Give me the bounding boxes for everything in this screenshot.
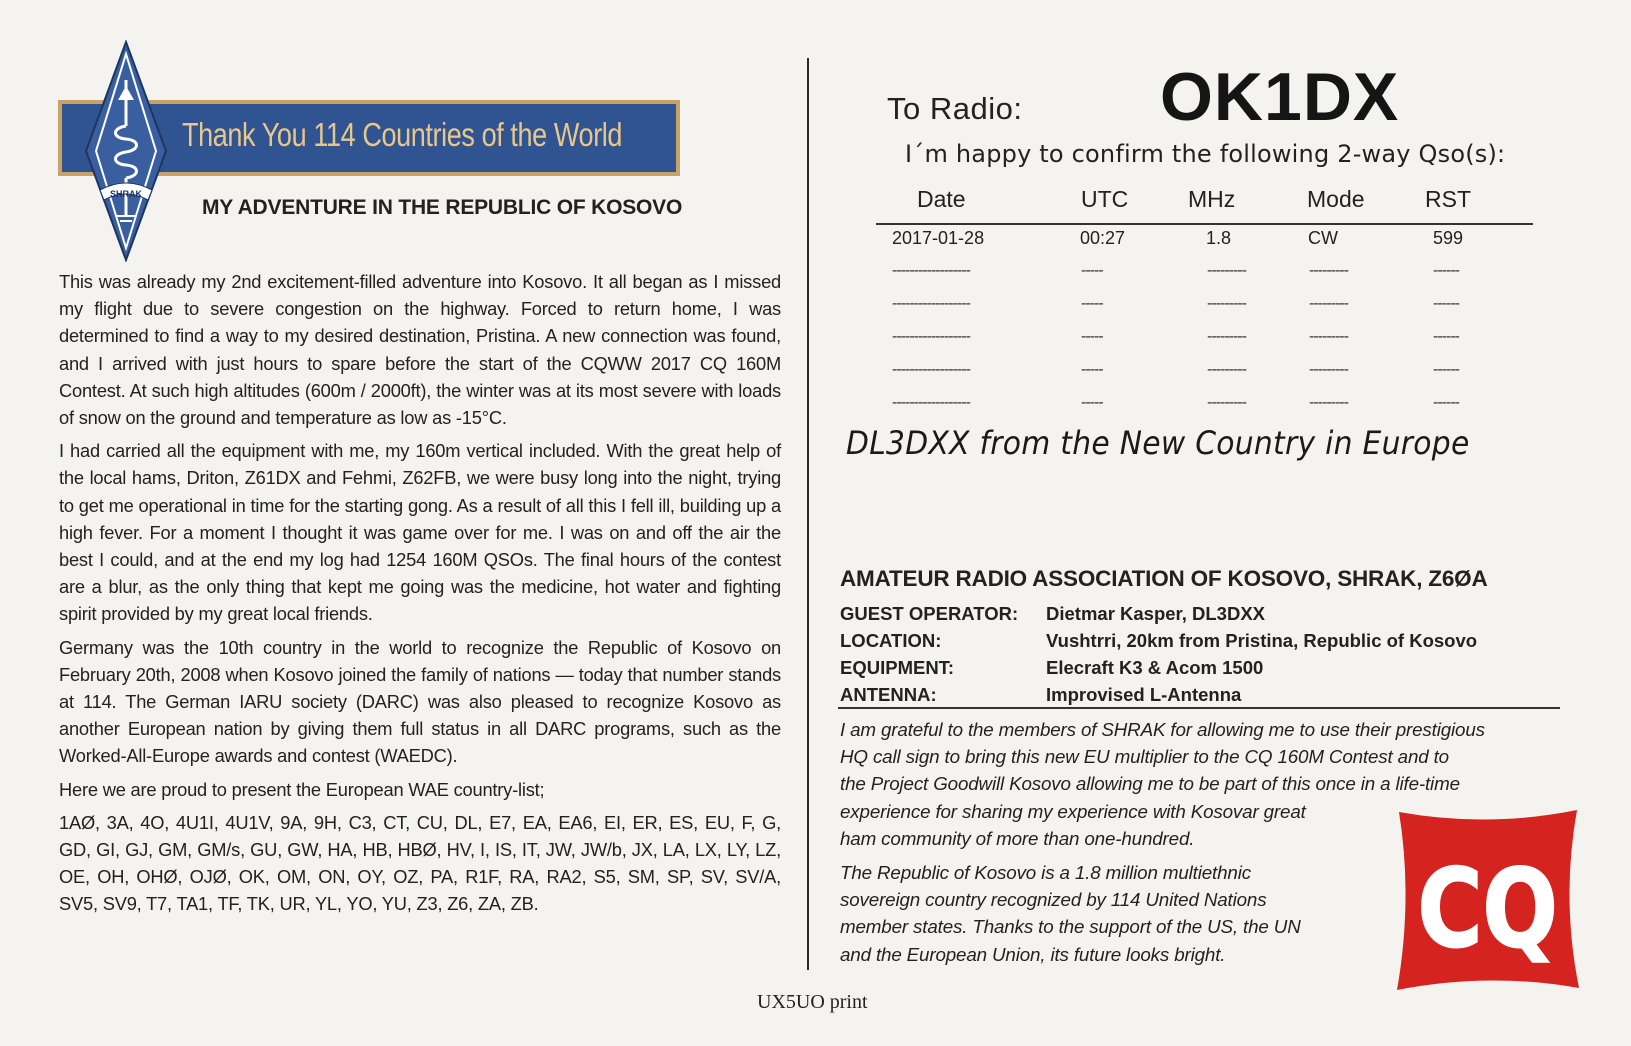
cq-logo-icon	[1395, 806, 1581, 992]
paragraph: Germany was the 10th country in the world to recognize the Republic of Kosovo on February 20th, 2008 when Kosovo joined the family of nations — today that number stands at 114. The German IARU society (DARC) was also pleased to recognize Kosovo as another European nation by giving them full status in all DARC programs, such as the Worked-All-Europe awards and contest (WAEDC).	[59, 636, 781, 767]
qso-header-utc: UTC	[1081, 186, 1129, 212]
center-divider	[807, 58, 809, 970]
qso-dash-placeholder: ------------------	[892, 262, 970, 279]
qso-dash-placeholder: -----	[1081, 295, 1103, 312]
qso-dash-placeholder: ---------	[1207, 328, 1246, 345]
qso-mhz: 1.8	[1206, 228, 1232, 248]
article-body	[59, 268, 781, 924]
info-rule	[838, 707, 1560, 709]
qso-dash-placeholder: ------	[1433, 262, 1459, 279]
qso-dash-placeholder: ---------	[1309, 394, 1348, 411]
qso-dash-placeholder: ------	[1433, 328, 1459, 345]
qso-dash-placeholder: ------------------	[892, 361, 970, 378]
qso-dash-placeholder: ---------	[1309, 361, 1348, 378]
qso-dash-placeholder: ------------------	[892, 394, 970, 411]
paragraph: This was already my 2nd excitement-filled adventure into Kosovo. It all began as I missed my flight due to severe congestion on the highway. Forced to return home, I was determined to find a way to my desired destination, Pristina. A new connection was found, and I arrived with just hours to spare before the start of the CQWW 2017 CQ 160M Contest. At such high altitudes (600m / 2000ft), the winter was at its most severe with loads of snow on the ground and temperature as low as -15°C.	[59, 271, 781, 429]
handwritten-note: DL3DXX from the New Country in Europe	[846, 424, 1470, 462]
qso-dash-placeholder: ---------	[1207, 262, 1246, 279]
qso-header-mhz: MHz	[1188, 186, 1236, 212]
info-value: Elecraft K3 & Acom 1500	[1046, 657, 1264, 678]
qso-dash-placeholder: -----	[1081, 394, 1103, 411]
text-line: the Project Goodwill Kosovo allowing me to be part of this once in a life-time	[840, 773, 1460, 795]
paragraph: Here we are proud to present the European WAE country-list;	[59, 778, 545, 800]
article-subtitle: MY ADVENTURE IN THE REPUBLIC OF KOSOVO	[202, 196, 683, 219]
qso-utc: 00:27	[1080, 228, 1126, 248]
qso-header-rule	[876, 223, 1533, 225]
banner-text: Thank You 114 Countries of the World	[182, 116, 623, 153]
qso-dash-placeholder: ---------	[1309, 295, 1348, 312]
kosovo-text	[840, 859, 1388, 968]
association-title: AMATEUR RADIO ASSOCIATION OF KOSOVO, SHRAK, Z6ØA	[840, 566, 1488, 591]
logo-label: SHRAK	[109, 189, 143, 199]
text-line: ham community of more than one-hundred.	[840, 827, 1195, 849]
qso-dash-placeholder: ------	[1433, 295, 1459, 312]
qso-dash-placeholder: ---------	[1207, 394, 1246, 411]
qso-date: 2017-01-28	[892, 228, 985, 248]
callsign: OK1DX	[1160, 59, 1400, 135]
paragraph: I had carried all the equipment with me, my 160m vertical included. With the great help of the local hams, Driton, Z61DX and Fehmi, Z62FB, we were busy long into the night, trying to get me operational in time for the starting gong. As a result of all this I fell ill, building up a high fever. For a moment I thought it was game over for me. I was on and off the air the best I could, and at the end my log had 1254 160M QSOs. The final hours of the contest are a blur, as the only thing that kept me going was the medicine, hot water and fighting spirit provided by my great local friends.	[59, 440, 781, 625]
qso-rst: 599	[1433, 228, 1464, 248]
text-line: I am grateful to the members of SHRAK for allowing me to use their prestigious	[840, 719, 1485, 740]
text-line: and the European Union, its future looks bright.	[840, 943, 1226, 965]
info-label: GUEST OPERATOR:	[840, 603, 1019, 624]
text-line: member states. Thanks to the support of the US, the UN	[840, 916, 1301, 938]
text-line: HQ call sign to bring this new EU multiplier to the CQ 160M Contest and to	[840, 746, 1449, 768]
qso-header-rst: RST	[1425, 186, 1471, 212]
qso-dash-placeholder: ---------	[1207, 361, 1246, 378]
shrak-logo-icon	[84, 40, 168, 262]
text-line: The Republic of Kosovo is a 1.8 million multiethnic	[840, 862, 1251, 883]
info-value: Improvised L-Antenna	[1046, 684, 1242, 705]
info-label: LOCATION:	[840, 630, 942, 651]
qso-dash-placeholder: ------	[1433, 394, 1459, 411]
info-label: EQUIPMENT:	[840, 657, 955, 678]
qso-dash-placeholder: -----	[1081, 361, 1103, 378]
confirm-text: I´m happy to confirm the following 2-way Qso(s):	[905, 140, 1506, 168]
text-line: sovereign country recognized by 114 United Nations	[840, 889, 1267, 911]
qso-dash-placeholder: ---------	[1309, 328, 1348, 345]
text-line: experience for sharing my experience with Kosovar great	[840, 800, 1306, 822]
qso-dash-placeholder: -----	[1081, 328, 1103, 345]
cq-text: CQ	[1417, 846, 1558, 973]
wae-country-list: 1AØ, 3A, 4O, 4U1I, 4U1V, 9A, 9H, C3, CT, CU, DL, E7, EA, EA6, EI, ER, ES, EU, F, G, GD, GI, GJ, GM, GM/s, GU, GW, HA, HB, HBØ, HV, I, IS, IT, JW, JW/b, JX, LA, LX, LY, LZ, OE, OH, OHØ, OJØ, OK, OM, ON, OY, OZ, PA, R1F, RA, RA2, S5, SM, SP, SV, SV/A, SV5, SV9, T7, TA1, TF, TK, UR, YL, YO, YU, Z3, Z6, ZA, ZB.	[59, 811, 781, 915]
info-label: ANTENNA:	[840, 684, 937, 705]
qso-dash-placeholder: ------------------	[892, 295, 970, 312]
qso-dash-placeholder: -----	[1081, 262, 1103, 279]
qso-header-date: Date	[917, 186, 966, 212]
qso-dash-placeholder: ------------------	[892, 328, 970, 345]
info-value: Vushtrri, 20km from Pristina, Republic of Kosovo	[1046, 630, 1478, 651]
qso-dash-placeholder: ---------	[1309, 262, 1348, 279]
qso-header-mode: Mode	[1307, 186, 1365, 212]
printer-credit: UX5UO print	[757, 991, 868, 1013]
qso-dash-placeholder: ---------	[1207, 295, 1246, 312]
qso-dash-placeholder: ------	[1433, 361, 1459, 378]
info-value: Dietmar Kasper, DL3DXX	[1046, 603, 1266, 624]
qso-mode: CW	[1308, 228, 1338, 248]
to-radio-label: To Radio:	[887, 91, 1023, 126]
